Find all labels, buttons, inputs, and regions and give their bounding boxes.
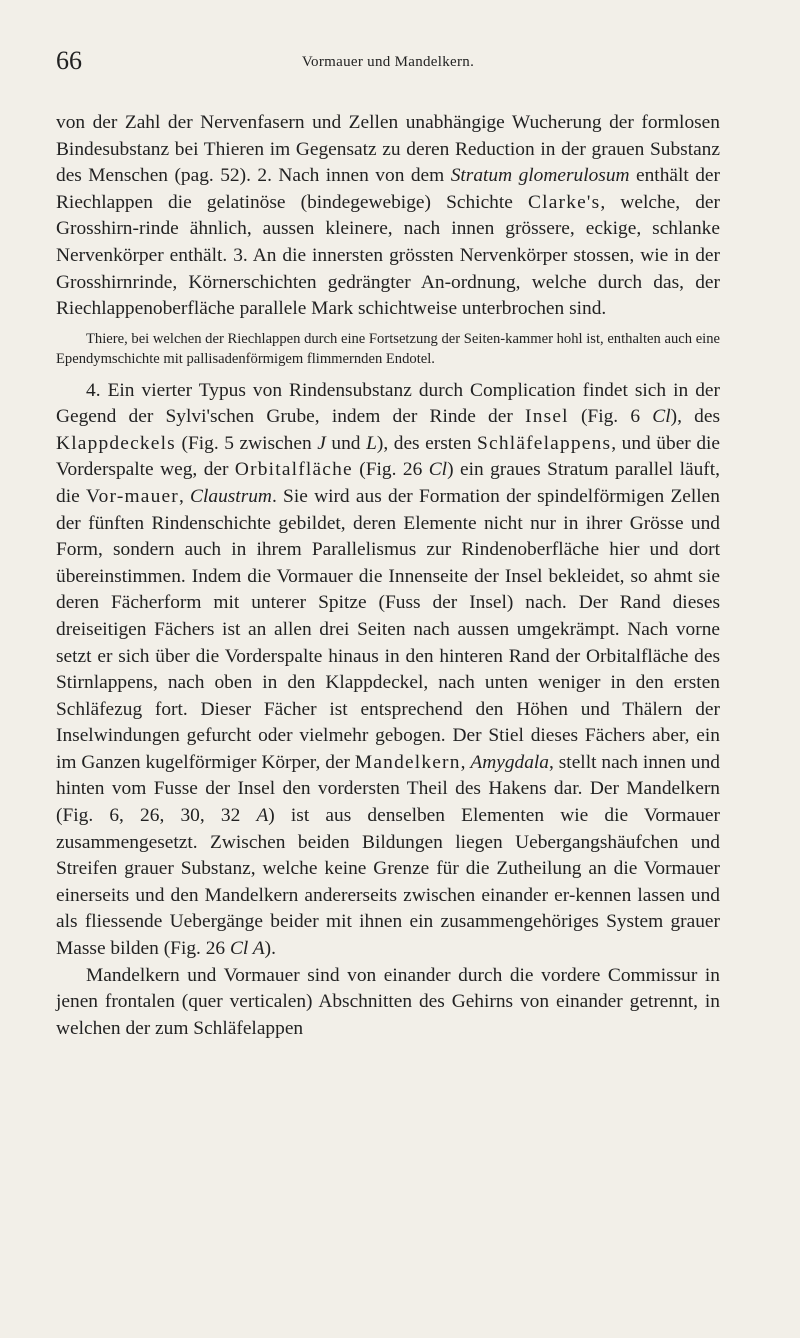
page-number: 66	[56, 46, 82, 75]
page-header	[56, 46, 720, 76]
paragraph-2: 4. Ein vierter Typus von Rindensubstanz durch Complication findet sich in der Gegend der Sylvi'schen Grube, indem der Rinde der Insel (Fig. 6 Cl), des Klappdeckels (Fig. 5 zwischen J und L), des ersten Schläfelappens, und über die Vorderspalte weg, der Orbitalfläche (Fig. 26 Cl) ein graues Stratum parallel läuft, die Vor-mauer, Claustrum. Sie wird aus der Formation der spindelförmigen Zellen der fünften Rindenschichte gebildet, deren Elemente nicht nur in ihrer Grösse und Form, sondern auch in ihrem Parallelismus zur Rindenoberfläche hier und dort übereinstimmen. Indem die Vormauer die Innenseite der Insel bekleidet, so ahmt sie deren Fächerform mit unterer Spitze (Fuss der Insel) nach. Der Rand dieses dreiseitigen Fächers ist an allen drei Seiten nach aussen umgekrämpt. Nach vorne setzt er sich über die Vorderspalte hinaus in den hinteren Rand der Orbitalfläche des Stirnlappens, nach oben in den Klappdeckel, nach unten weniger in den ersten Schläfezug fort. Dieser Fächer ist entsprechend den Höhen und Thälern der Inselwindungen gefurcht oder vielmehr gebogen. Der Stiel dieses Fächers aber, ein im Ganzen kugelförmiger Körper, der Mandelkern, Amygdala, stellt nach innen und hinten vom Fusse der Insel den vordersten Theil des Hakens dar. Der Mandelkern (Fig. 6, 26, 30, 32 A) ist aus denselben Elementen wie die Vormauer zusammengesetzt. Zwischen beiden Bildungen liegen Uebergangshäufchen und Streifen grauer Substanz, welche keine Grenze für die Zutheilung an die Vormauer einerseits und den Mandelkern andererseits zwischen einander er-kennen lassen und als fliessende Uebergänge beider mit ihnen ein zusammengehöriges System grauer Masse bilden (Fig. 26 Cl A).	[56, 379, 721, 960]
running-head: Vormauer und Mandelkern.	[301, 54, 475, 70]
footnote-paragraph: Thiere, bei welchen der Riechlappen durch eine Fortsetzung der Seiten-kammer hohl ist, enthalten auch eine Ependymschichte mit pallisadenförmigem flimmernden Endotel.	[56, 330, 720, 368]
paragraph-3: Mandelkern und Vormauer sind von einander durch die vordere Commissur in jenen frontalen (quer verticalen) Abschnitten des Gehirns von einander getrennt, in welchen der zum Schläfelappen	[56, 964, 720, 1039]
paragraph-1: von der Zahl der Nervenfasern und Zellen unabhängige Wucherung der formlosen Bindesubstanz bei Thieren im Gegensatz zu deren Reduction in der grauen Substanz des Menschen (pag. 52). 2. Nach innen von dem Stratum glomerulosum enthält der Riechlappen die gelatinöse (bindegewebige) Schichte Clarke's, welche, der Grosshirn-rinde ähnlich, aussen kleinere, nach innen grössere, eckige, schlanke Nervenkörper enthält. 3. An die innersten grössten Nervenkörper stossen, wie in der Grosshirnrinde, Körnerschichten gedrängter An-ordnung, welche durch das, der Riechlappenoberfläche parallele Mark schichtweise unterbrochen sind.	[56, 112, 720, 320]
body-text	[56, 110, 720, 1042]
